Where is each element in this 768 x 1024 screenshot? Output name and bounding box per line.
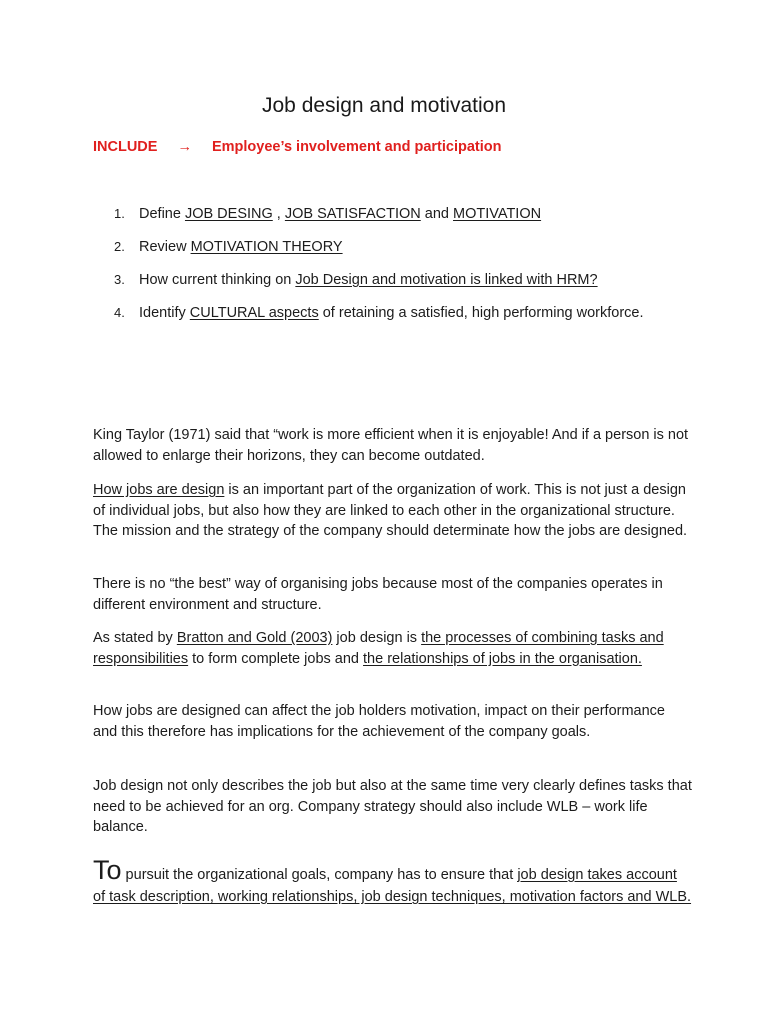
underlined-term: JOB DESING xyxy=(184,206,273,222)
underlined-term: the relationships of jobs in the organisation. xyxy=(363,650,642,667)
list-text: of retaining a satisfied, high performing workforce. xyxy=(318,305,644,321)
right-arrow-icon: → xyxy=(177,139,192,155)
list-text: Define xyxy=(139,206,185,222)
list-number: 2. xyxy=(114,239,125,254)
list-item xyxy=(114,303,654,324)
list-number: 1. xyxy=(114,206,125,221)
underlined-term: How jobs are design xyxy=(93,482,225,498)
list-item xyxy=(114,270,654,291)
page-title: Job design and motivation xyxy=(262,94,506,117)
list-number: 3. xyxy=(114,272,125,287)
underlined-term: job design takes account of task description, working relationships, job design techniques, motivation factors and WLB. xyxy=(93,867,692,905)
paragraph-text: pursuit the organizational goals, company has to ensure that xyxy=(121,867,518,883)
paragraph-text: job design is xyxy=(332,630,422,646)
underlined-term: MOTIVATION THEORY xyxy=(190,239,343,255)
include-line xyxy=(93,138,502,156)
list-item xyxy=(114,237,654,258)
list-number: 4. xyxy=(114,305,125,320)
paragraph-motivation-impact: How jobs are designed can affect the job holders motivation, impact on their performance and this therefore has implications for the achievement of the company goals. xyxy=(93,703,665,740)
include-label: INCLUDE xyxy=(93,139,158,155)
list-text: Review xyxy=(139,239,191,255)
list-text: How current thinking on xyxy=(139,272,296,288)
objectives-list xyxy=(114,204,654,336)
paragraph-bratton-gold xyxy=(93,628,693,669)
paragraph-text: As stated by xyxy=(93,630,177,646)
paragraph-text: is an important part of the organization of work. This is not just a design of individual jobs, but also how they are linked to each other in the organizational structure. The mission and the strategy of the company should determinate how the jobs are designed. xyxy=(93,482,688,540)
underlined-term: the processes of combining tasks and responsibilities xyxy=(93,630,664,667)
paragraph-text: to form complete jobs and xyxy=(188,650,364,667)
paragraph-taylor-quote: King Taylor (1971) said that “work is more efficient when it is enjoyable! And if a person is not allowed to enlarge their horizons, they can become outdated. xyxy=(93,427,689,464)
list-text: Identify xyxy=(139,305,190,321)
list-item xyxy=(114,204,654,225)
large-initial-word: To xyxy=(93,855,122,885)
list-text: , xyxy=(272,206,285,222)
underlined-term: MOTIVATION xyxy=(453,206,542,222)
paragraph-organizational-goals xyxy=(93,856,693,908)
include-text: Employee’s involvement and participation xyxy=(211,139,502,155)
underlined-term: JOB SATISFACTION xyxy=(284,206,421,222)
paragraph-job-design xyxy=(93,480,693,542)
underlined-term: CULTURAL aspects xyxy=(189,305,319,321)
list-text: and xyxy=(420,206,454,222)
paragraph-no-best-way: There is no “the best” way of organising jobs because most of the companies operates in different environment and structure. xyxy=(93,576,663,613)
underlined-term: Bratton and Gold (2003) xyxy=(176,630,333,646)
underlined-term: Job Design and motivation is linked with HRM? xyxy=(295,272,598,288)
paragraph-wlb: Job design not only describes the job but also at the same time very clearly defines tasks that need to be achieved for an org. Company strategy should also include WLB – work life balance. xyxy=(93,778,692,836)
